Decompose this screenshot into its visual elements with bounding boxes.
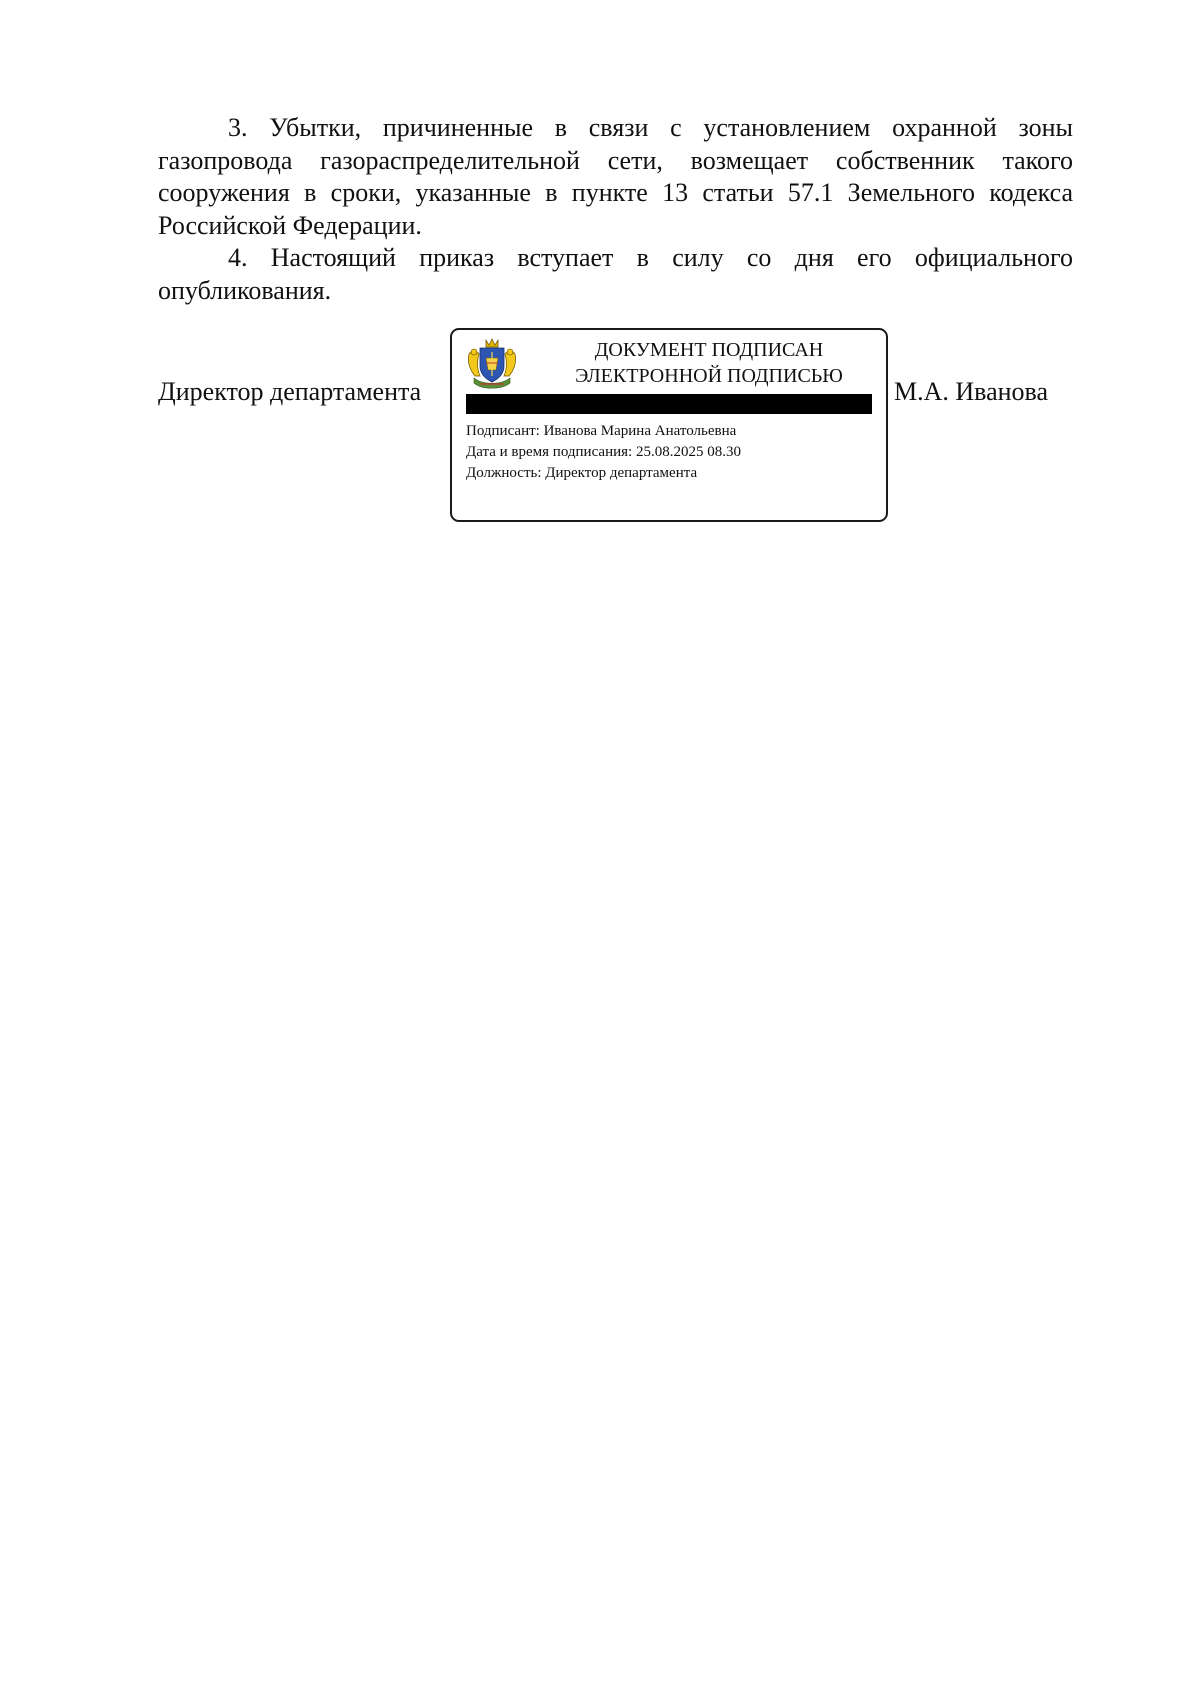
electronic-signature-stamp bbox=[450, 328, 888, 522]
signatory-name: М.А. Иванова bbox=[894, 377, 1049, 406]
document-body bbox=[158, 112, 1073, 307]
stamp-title-line-2: ЭЛЕКТРОННОЙ ПОДПИСЬЮ bbox=[575, 365, 843, 387]
stamp-datetime: Дата и время подписания: 25.08.2025 08.30 bbox=[466, 444, 741, 460]
paragraph-4: 4. Настоящий приказ вступает в силу со дня его официального опубликования. bbox=[158, 243, 1073, 305]
redacted-certificate-bar bbox=[466, 394, 872, 414]
stamp-details bbox=[466, 421, 741, 484]
signatory-position: Директор департамента bbox=[158, 377, 422, 406]
signature-block bbox=[158, 328, 1073, 524]
coat-of-arms-icon bbox=[466, 336, 518, 392]
stamp-role: Должность: Директор департамента bbox=[466, 465, 698, 481]
stamp-title bbox=[542, 337, 876, 389]
stamp-title-line-1: ДОКУМЕНТ ПОДПИСАН bbox=[594, 339, 824, 361]
paragraph-3: 3. Убытки, причиненные в связи с установлением охранной зоны газопровода газораспределительной сети, возмещает собственник такого сооружения в сроки, указанные в пункте 13 статьи 57.1 Земельного кодекса Российской Федерации. bbox=[158, 113, 1073, 240]
stamp-signer: Подписант: Иванова Марина Анатольевна bbox=[466, 423, 737, 439]
